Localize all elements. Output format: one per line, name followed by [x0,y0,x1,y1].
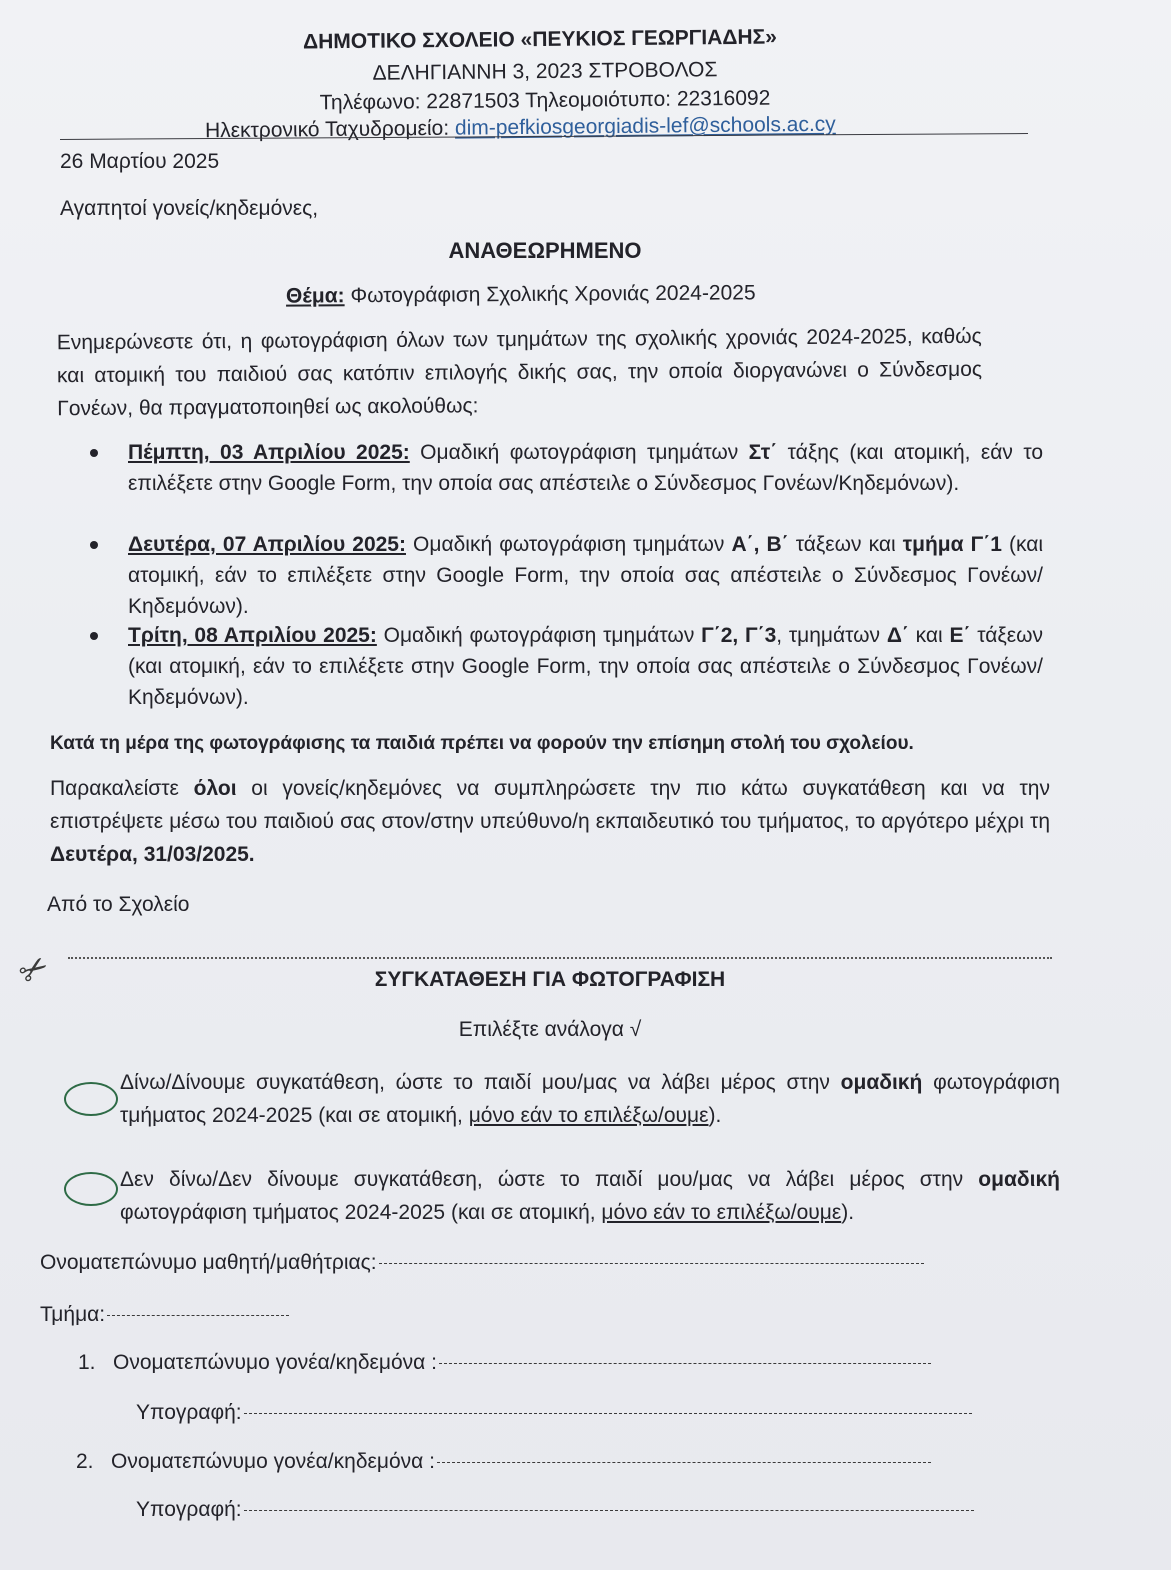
list-item: Πέμπτη, 03 Απριλίου 2025: Ομαδική φωτογράφιση τμημάτων Στ΄ τάξης (και ατομική, εάν το επιλέξετε στην Google Form, την οποία σας απέστειλε ο Σύνδεσμος Γονέων/Κηδεμόνων). [90,437,1045,533]
scissors-icon: ✂ [11,946,57,994]
consent-title: ΣΥΓΚΑΤΑΘΕΣΗ ΓΙΑ ΦΩΤΟΓΡΑΦΙΣΗ [374,968,726,991]
class-field[interactable] [40,1303,289,1327]
consent-yes-radio[interactable] [64,1082,118,1116]
student-name-label: Ονοματεπώνυμο μαθητή/μαθήτριας: [40,1251,377,1274]
guardian-name-label: Ονοματεπώνυμο γονέα/κηδεμόνα : [113,1351,437,1374]
schedule-date: Πέμπτη, 03 Απριλίου 2025: [128,441,410,464]
consent-instruction: Επιλέξτε ανάλογα √ [458,1018,642,1041]
email-label: Ηλεκτρονικό Ταχυδρομείο: [204,116,456,143]
signature-label: Υπογραφή: [136,1498,242,1521]
student-name-field[interactable] [40,1251,924,1275]
sign-off: Από το Σχολείο [47,893,190,916]
bullet-icon [90,541,98,549]
list-item: Δευτέρα, 07 Απριλίου 2025: Ομαδική φωτογράφιση τμημάτων Α΄, Β΄ τάξεων και τμήμα Γ΄1 (και ατομική, εάν το επιλέξετε στην Google Form, την οποία σας απέστειλε ο Σύνδεσμος Γονέων/Κηδεμόνων). [90,529,1045,625]
school-email-line [205,113,836,144]
letter-greeting: Αγαπητοί γονείς/κηδεμόνες, [60,197,319,220]
bullet-icon [90,632,98,640]
class-label: Τμήμα: [40,1303,106,1326]
school-address: ΔΕΛΗΓΙΑΝΝΗ 3, 2023 ΣΤΡΟΒΟΛΟΣ [372,58,718,85]
list-item: Τρίτη, 08 Απριλίου 2025: Ομαδική φωτογράφιση τμημάτων Γ΄2, Γ΄3, τμημάτων Δ΄ και Ε΄ τάξεων (και ατομική, εάν το επιλέξετε στην Google Form, την οποία σας απέστειλε ο Σύνδεσμος Γονέων/Κηδεμόνων). [90,620,1045,716]
school-name: ΔΗΜΟΤΙΚΟ ΣΧΟΛΕΙΟ «ΠΕΥΚΙΟΣ ΓΕΩΡΓΙΑΔΗΣ» [302,25,777,54]
guardian-2-signature-field[interactable] [136,1498,974,1522]
cut-line-divider [68,957,1052,959]
subject-line [286,281,756,308]
schedule-date: Δευτέρα, 07 Απριλίου 2025: [128,533,406,556]
guardian-name-label: Ονοματεπώνυμο γονέα/κηδεμόνα : [111,1450,435,1473]
signature-label: Υπογραφή: [136,1401,242,1424]
subject-label: Θέμα: [285,284,345,308]
guardian-1-signature-field[interactable] [136,1401,972,1425]
email-link[interactable]: dim-pefkiosgeorgiadis-lef@schools.ac.cy [454,112,836,140]
bullet-icon [90,449,98,457]
guardian-1-name-field[interactable]: 1. Ονοματεπώνυμο γονέα/κηδεμόνα : [78,1351,931,1375]
intro-paragraph: Ενημερώνεστε ότι, η φωτογράφιση όλων των τμημάτων της σχολικής χρονιάς 2024-2025, καθώς και ατομική του παιδιού σας κατόπιν επιλογής δικής σας, την οποία διοργανώνει ο Σύνδεσμος Γονέων, θα πραγματοποιηθεί ως ακολούθως: [56,324,983,421]
consent-option-yes: Δίνω/Δίνουμε συγκατάθεση, ώστε το παιδί μου/μας να λάβει μέρος στην ομαδική φωτογράφιση τμήματος 2024-2025 (και σε ατομική, μόνο εάν το επιλέξω/ουμε). [120,1071,1060,1127]
uniform-note: Κατά τη μέρα της φωτογράφισης τα παιδιά πρέπει να φορούν την επίσημη στολή του σχολείου. [50,733,914,754]
schedule-date: Τρίτη, 08 Απριλίου 2025: [128,624,377,647]
request-paragraph: Παρακαλείστε όλοι οι γονείς/κηδεμόνες να συμπληρώσετε την πιο κάτω συγκατάθεση και να την επιστρέψετε μέσω του παιδιού σας στον/στην υπεύθυνο/η εκπαιδευτικό του τμήματος, το αργότερο μέχρι τη Δευτέρα, 31/03/2025. [50,777,1050,866]
subject-text: Φωτογράφιση Σχολικής Χρονιάς 2024-2025 [344,281,756,308]
letter-date: 26 Μαρτίου 2025 [60,150,220,173]
guardian-2-name-field[interactable]: 2. Ονοματεπώνυμο γονέα/κηδεμόνα : [76,1450,931,1474]
consent-option-no: Δεν δίνω/Δεν δίνουμε συγκατάθεση, ώστε το παιδί μου/μας να λάβει μέρος στην ομαδική φωτογράφιση τμήματος 2024-2025 (και σε ατομική, μόνο εάν το επιλέξω/ουμε). [120,1168,1060,1224]
revised-heading: ΑΝΑΘΕΩΡΗΜΕΝΟ [448,238,642,263]
consent-no-radio[interactable] [64,1172,118,1206]
school-phone: Τηλέφωνο: 22871503 Τηλεομοιότυπο: 22316092 [319,86,771,115]
